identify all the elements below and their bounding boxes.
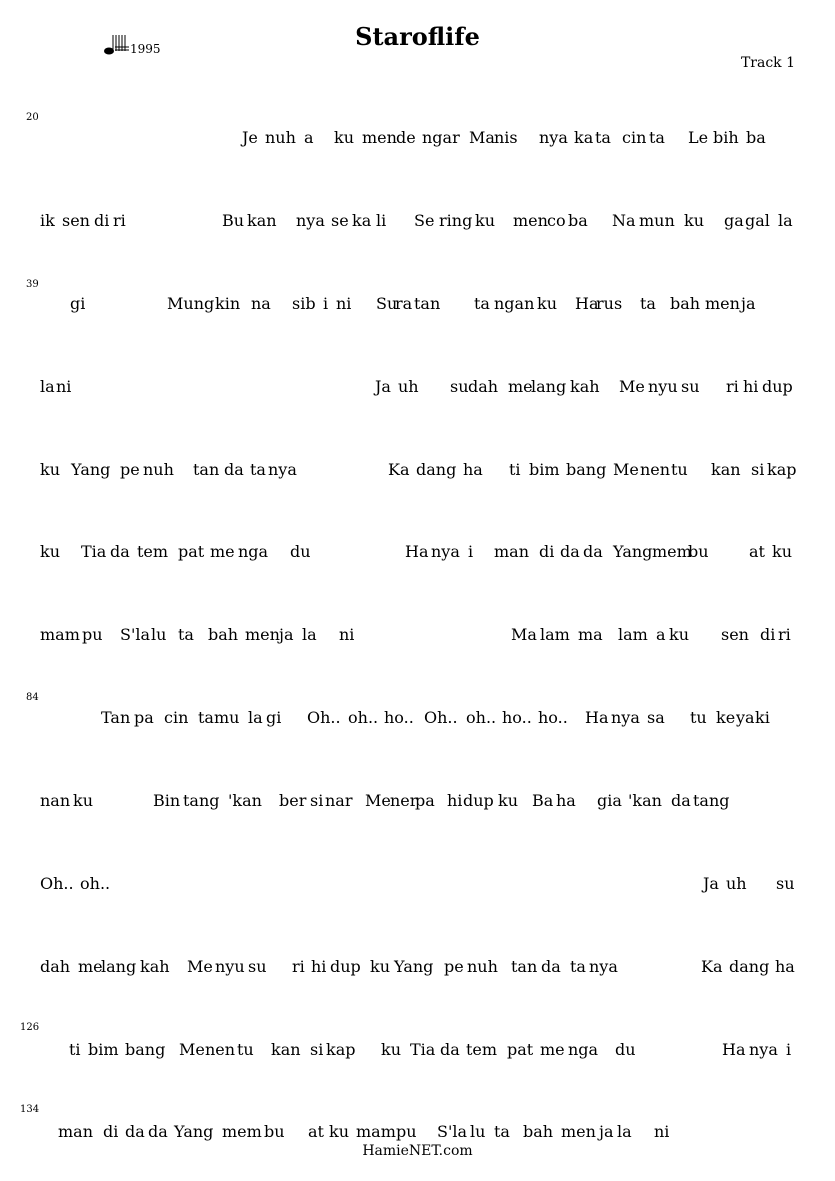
lyric-syllable: ku bbox=[381, 1040, 401, 1059]
lyric-syllable: bah bbox=[208, 625, 239, 644]
lyric-syllable: ni bbox=[56, 377, 72, 396]
lyric-syllable: nya bbox=[431, 542, 460, 561]
lyric-syllable: ku bbox=[772, 542, 792, 561]
lyric-syllable: sen bbox=[62, 211, 90, 230]
lyric-syllable: du bbox=[290, 542, 311, 561]
lyric-syllable: me bbox=[508, 377, 533, 396]
lyric-syllable: ku bbox=[475, 211, 495, 230]
lyric-syllable: Mung bbox=[167, 294, 215, 313]
lyric-syllable: kah bbox=[140, 957, 170, 976]
track-label: Track 1 bbox=[740, 55, 795, 71]
measure-number: 126 bbox=[20, 1022, 40, 1033]
lyric-syllable: ka bbox=[352, 211, 372, 230]
lyric-line bbox=[0, 1122, 835, 1142]
lyric-syllable: nya bbox=[268, 460, 297, 479]
lyric-syllable: S'la bbox=[437, 1122, 468, 1141]
lyric-syllable: Na bbox=[612, 211, 636, 230]
lyric-syllable: sib bbox=[292, 294, 316, 313]
lyric-line bbox=[0, 957, 835, 977]
lyric-syllable: ja bbox=[279, 625, 294, 644]
lyric-syllable: su bbox=[776, 874, 795, 893]
lyric-syllable: ta bbox=[474, 294, 490, 313]
lyric-syllable: mem bbox=[652, 542, 692, 561]
lyric-syllable: Le bbox=[688, 128, 709, 147]
lyric-syllable: Se bbox=[414, 211, 435, 230]
lyric-syllable: men bbox=[561, 1122, 596, 1141]
lyric-syllable: dang bbox=[416, 460, 457, 479]
lyric-syllable: pa bbox=[415, 791, 435, 810]
lyric-line bbox=[0, 128, 835, 148]
lyric-syllable: mam bbox=[40, 625, 80, 644]
lyric-syllable: da bbox=[125, 1122, 145, 1141]
lyric-line bbox=[0, 874, 835, 894]
lyric-syllable: da bbox=[148, 1122, 168, 1141]
lyric-syllable: da bbox=[224, 460, 244, 479]
lyric-syllable: Ja bbox=[375, 377, 391, 396]
lyric-syllable: oh.. bbox=[466, 708, 497, 727]
lyric-syllable: ku bbox=[370, 957, 390, 976]
lyric-syllable: nuh bbox=[467, 957, 498, 976]
lyric-syllable: sa bbox=[647, 708, 665, 727]
lyric-syllable: di bbox=[94, 211, 110, 230]
lyric-syllable: ri bbox=[292, 957, 305, 976]
lyric-syllable: a bbox=[304, 128, 314, 147]
lyric-syllable: gal bbox=[745, 211, 770, 230]
lyric-syllable: gi bbox=[70, 294, 86, 313]
lyric-syllable: ta bbox=[178, 625, 194, 644]
lyric-syllable: ya bbox=[736, 708, 755, 727]
lyric-syllable: Ha bbox=[575, 294, 599, 313]
lyric-syllable: Oh.. bbox=[40, 874, 74, 893]
lyric-syllable: nya bbox=[749, 1040, 778, 1059]
lyric-syllable: lang bbox=[101, 957, 137, 976]
lyric-syllable: men bbox=[245, 625, 280, 644]
lyric-syllable: dup bbox=[762, 377, 793, 396]
song-title: Staroflife bbox=[355, 22, 480, 51]
lyric-syllable: lam bbox=[540, 625, 570, 644]
lyric-syllable: ga bbox=[724, 211, 744, 230]
lyric-syllable: ke bbox=[716, 708, 736, 727]
lyric-syllable: ku bbox=[73, 791, 93, 810]
lyric-syllable: ku bbox=[334, 128, 354, 147]
lyric-syllable: da bbox=[583, 542, 603, 561]
lyric-line bbox=[0, 625, 835, 645]
lyric-syllable: men bbox=[513, 211, 548, 230]
lyric-syllable: Yang bbox=[394, 957, 434, 976]
lyric-syllable: ku bbox=[40, 460, 60, 479]
lyric-syllable: tu bbox=[237, 1040, 254, 1059]
lyric-syllable: nuh bbox=[265, 128, 296, 147]
measure-number: 39 bbox=[26, 279, 39, 290]
lyric-syllable: ner bbox=[390, 791, 418, 810]
lyric-syllable: ngar bbox=[422, 128, 460, 147]
lyric-syllable: uh bbox=[726, 874, 747, 893]
lyric-syllable: ku bbox=[669, 625, 689, 644]
lyric-syllable: da bbox=[440, 1040, 460, 1059]
lyric-syllable: i bbox=[323, 294, 329, 313]
lyric-syllable: bu bbox=[264, 1122, 285, 1141]
lyric-syllable: ni bbox=[339, 625, 355, 644]
lyric-syllable: lang bbox=[531, 377, 567, 396]
lyric-syllable: mam bbox=[356, 1122, 396, 1141]
lyric-syllable: bim bbox=[529, 460, 560, 479]
lyric-syllable: tang bbox=[693, 791, 730, 810]
lyric-syllable: cin bbox=[164, 708, 189, 727]
lyric-syllable: nyu bbox=[215, 957, 245, 976]
lyric-syllable: S'la bbox=[120, 625, 151, 644]
lyric-syllable: la bbox=[40, 377, 55, 396]
lyric-syllable: ri bbox=[778, 625, 791, 644]
lyric-syllable: a bbox=[656, 625, 666, 644]
lyric-line bbox=[0, 460, 835, 480]
lyric-syllable: su bbox=[248, 957, 267, 976]
lyric-syllable: ka bbox=[574, 128, 594, 147]
lyric-syllable: Me bbox=[613, 460, 639, 479]
lyric-syllable: Ha bbox=[722, 1040, 746, 1059]
lyric-syllable: Ka bbox=[388, 460, 410, 479]
lyric-syllable: Me bbox=[179, 1040, 205, 1059]
lyric-syllable: Ba bbox=[532, 791, 554, 810]
lyric-syllable: co bbox=[547, 211, 566, 230]
lyric-syllable: Tia bbox=[81, 542, 107, 561]
lyric-syllable: Me bbox=[187, 957, 213, 976]
lyric-syllable: lu bbox=[470, 1122, 486, 1141]
lyric-syllable: nen bbox=[205, 1040, 236, 1059]
lyric-syllable: ku bbox=[329, 1122, 349, 1141]
lyric-syllable: ku bbox=[684, 211, 704, 230]
lyric-syllable: man bbox=[494, 542, 530, 561]
lyric-syllable: ring bbox=[439, 211, 473, 230]
lyric-syllable: me bbox=[540, 1040, 565, 1059]
lyric-syllable: Je bbox=[242, 128, 258, 147]
lyric-syllable: ta bbox=[494, 1122, 510, 1141]
lyric-syllable: mem bbox=[222, 1122, 262, 1141]
lyric-syllable: nyu bbox=[648, 377, 678, 396]
lyric-syllable: da bbox=[671, 791, 691, 810]
lyric-syllable: pe bbox=[444, 957, 464, 976]
lyric-syllable: Ha bbox=[405, 542, 429, 561]
lyric-syllable: di bbox=[103, 1122, 119, 1141]
lyric-syllable: ha bbox=[463, 460, 483, 479]
lyric-syllable: gia bbox=[597, 791, 622, 810]
lyric-syllable: Yang bbox=[613, 542, 653, 561]
lyric-syllable: ta bbox=[570, 957, 586, 976]
lyric-syllable: Tan bbox=[101, 708, 131, 727]
lyric-syllable: de bbox=[396, 128, 416, 147]
lyric-syllable: da bbox=[541, 957, 561, 976]
lyric-syllable: man bbox=[58, 1122, 94, 1141]
lyric-line bbox=[0, 377, 835, 397]
lyric-syllable: bang bbox=[566, 460, 607, 479]
lyric-syllable: hi bbox=[311, 957, 327, 976]
lyric-syllable: da bbox=[110, 542, 130, 561]
lyric-syllable: mu bbox=[214, 708, 240, 727]
lyric-syllable: ri bbox=[113, 211, 126, 230]
lyric-syllable: Bu bbox=[222, 211, 245, 230]
lyric-syllable: pa bbox=[134, 708, 154, 727]
lyric-syllable: nis bbox=[494, 128, 518, 147]
lyric-syllable: su bbox=[450, 377, 469, 396]
lyric-syllable: i bbox=[468, 542, 474, 561]
lyric-syllable: pe bbox=[120, 460, 140, 479]
lyric-syllable: tem bbox=[137, 542, 169, 561]
footer-credit: HamieNET.com bbox=[362, 1143, 473, 1159]
lyric-syllable: tu bbox=[690, 708, 707, 727]
lyric-syllable: la bbox=[617, 1122, 632, 1141]
lyric-syllable: bih bbox=[713, 128, 739, 147]
lyric-syllable: pu bbox=[396, 1122, 417, 1141]
lyric-syllable: nan bbox=[40, 791, 71, 810]
lyric-syllable: me bbox=[78, 957, 103, 976]
lyric-syllable: men bbox=[362, 128, 397, 147]
lyric-syllable: pat bbox=[178, 542, 205, 561]
measure-number: 134 bbox=[20, 1104, 40, 1115]
lyric-syllable: nya bbox=[589, 957, 618, 976]
lyric-syllable: rus bbox=[596, 294, 623, 313]
lyric-syllable: uh bbox=[398, 377, 419, 396]
lyric-syllable: ta bbox=[640, 294, 656, 313]
lyric-syllable: 'kan bbox=[628, 791, 662, 810]
lyric-syllable: tang bbox=[183, 791, 220, 810]
lyric-syllable: ni bbox=[654, 1122, 670, 1141]
lyric-syllable: Ka bbox=[701, 957, 723, 976]
lyric-syllable: ta bbox=[250, 460, 266, 479]
measure-number: 84 bbox=[26, 692, 39, 703]
lyric-syllable: di bbox=[760, 625, 776, 644]
lyric-syllable: bah bbox=[670, 294, 701, 313]
lyric-syllable: Oh.. bbox=[307, 708, 341, 727]
lyric-syllable: bu bbox=[688, 542, 709, 561]
lyric-syllable: kah bbox=[570, 377, 600, 396]
lyric-syllable: kin bbox=[215, 294, 241, 313]
lyric-syllable: mun bbox=[639, 211, 675, 230]
lyric-syllable: kap bbox=[326, 1040, 356, 1059]
lyric-syllable: la bbox=[248, 708, 263, 727]
lyric-syllable: ba bbox=[568, 211, 588, 230]
lyric-syllable: bang bbox=[125, 1040, 166, 1059]
lyric-line bbox=[0, 1040, 835, 1060]
lyric-syllable: Ha bbox=[585, 708, 609, 727]
lyric-syllable: bah bbox=[523, 1122, 554, 1141]
lyric-syllable: tem bbox=[466, 1040, 498, 1059]
lyric-syllable: pu bbox=[82, 625, 103, 644]
lyric-syllable: Oh.. bbox=[424, 708, 458, 727]
measure-number: 20 bbox=[26, 112, 39, 123]
lyric-syllable: tan bbox=[511, 957, 538, 976]
lyric-syllable: Me bbox=[619, 377, 645, 396]
lyric-syllable: si bbox=[310, 1040, 324, 1059]
lyric-syllable: bim bbox=[88, 1040, 119, 1059]
lyric-line bbox=[0, 708, 835, 728]
lyric-syllable: ik bbox=[40, 211, 55, 230]
lyric-syllable: i bbox=[786, 1040, 792, 1059]
lyric-syllable: ni bbox=[336, 294, 352, 313]
lyric-syllable: ta bbox=[649, 128, 665, 147]
lyric-syllable: at bbox=[749, 542, 765, 561]
lyric-syllable: nya bbox=[539, 128, 568, 147]
lyric-syllable: Tia bbox=[410, 1040, 436, 1059]
lyric-syllable: si bbox=[310, 791, 324, 810]
svg-text:1995: 1995 bbox=[130, 42, 161, 56]
lyric-syllable: ja bbox=[599, 1122, 614, 1141]
lyric-syllable: se bbox=[331, 211, 349, 230]
lyric-syllable: oh.. bbox=[80, 874, 111, 893]
lyric-syllable: su bbox=[681, 377, 700, 396]
lyric-syllable: ku bbox=[537, 294, 557, 313]
lyric-syllable: nga bbox=[568, 1040, 599, 1059]
lyric-syllable: cin bbox=[622, 128, 647, 147]
lyric-syllable: nen bbox=[640, 460, 671, 479]
lyric-syllable: 'kan bbox=[228, 791, 262, 810]
lyric-syllable: gi bbox=[266, 708, 282, 727]
lyric-syllable: nya bbox=[611, 708, 640, 727]
lyric-syllable: ber bbox=[279, 791, 307, 810]
lyric-syllable: ha bbox=[775, 957, 795, 976]
lyric-syllable: tan bbox=[414, 294, 441, 313]
lyric-syllable: dang bbox=[729, 957, 770, 976]
lyric-syllable: nga bbox=[238, 542, 269, 561]
lyric-syllable: at bbox=[308, 1122, 324, 1141]
lyric-syllable: Ja bbox=[703, 874, 719, 893]
lyric-line bbox=[0, 211, 835, 231]
lyric-syllable: ti bbox=[509, 460, 521, 479]
lyric-syllable: Yang bbox=[174, 1122, 214, 1141]
lyric-syllable: kan bbox=[711, 460, 741, 479]
lyric-syllable: Su bbox=[376, 294, 398, 313]
lyric-syllable: pat bbox=[507, 1040, 534, 1059]
lyric-syllable: ta bbox=[595, 128, 611, 147]
lyric-line bbox=[0, 542, 835, 562]
lyric-syllable: tu bbox=[671, 460, 688, 479]
lyric-syllable: kan bbox=[247, 211, 277, 230]
lyric-syllable: oh.. bbox=[348, 708, 379, 727]
lyric-syllable: Yang bbox=[71, 460, 111, 479]
lyric-syllable: nar bbox=[325, 791, 353, 810]
lyric-syllable: me bbox=[210, 542, 235, 561]
lyric-syllable: ki bbox=[755, 708, 770, 727]
lyric-syllable: Ma bbox=[469, 128, 495, 147]
lyric-syllable: di bbox=[539, 542, 555, 561]
lyric-syllable: ku bbox=[40, 542, 60, 561]
tempo-marking-icon bbox=[103, 33, 173, 57]
lyric-syllable: Me bbox=[365, 791, 391, 810]
lyric-syllable: dup bbox=[330, 957, 361, 976]
lyric-line bbox=[0, 294, 835, 314]
lyric-syllable: tan bbox=[193, 460, 220, 479]
lyric-syllable: nya bbox=[296, 211, 325, 230]
lyric-syllable: ri bbox=[726, 377, 739, 396]
lyric-syllable: hi bbox=[743, 377, 759, 396]
lyric-syllable: ma bbox=[578, 625, 603, 644]
lyric-syllable: dup bbox=[463, 791, 494, 810]
lyric-syllable: Bin bbox=[153, 791, 181, 810]
lyric-syllable: ja bbox=[741, 294, 756, 313]
lyric-syllable: hi bbox=[447, 791, 463, 810]
lyric-syllable: men bbox=[705, 294, 740, 313]
lyric-syllable: ha bbox=[556, 791, 576, 810]
lyric-syllable: la bbox=[778, 211, 793, 230]
lyric-syllable: Ma bbox=[511, 625, 537, 644]
lyric-syllable: sen bbox=[721, 625, 749, 644]
lyric-syllable: ku bbox=[498, 791, 518, 810]
lyric-syllable: ba bbox=[746, 128, 766, 147]
lyric-syllable: ta bbox=[198, 708, 214, 727]
lyric-line bbox=[0, 791, 835, 811]
lyric-syllable: lam bbox=[618, 625, 648, 644]
lyric-syllable: ti bbox=[69, 1040, 81, 1059]
lyric-syllable: ra bbox=[395, 294, 413, 313]
lyric-syllable: si bbox=[751, 460, 765, 479]
lyric-syllable: da bbox=[560, 542, 580, 561]
lyric-syllable: du bbox=[615, 1040, 636, 1059]
lyric-syllable: kap bbox=[767, 460, 797, 479]
lyric-syllable: ho.. bbox=[502, 708, 532, 727]
lyric-syllable: kan bbox=[271, 1040, 301, 1059]
lyric-syllable: nuh bbox=[143, 460, 174, 479]
lyric-syllable: lu bbox=[151, 625, 167, 644]
lyric-syllable: dah bbox=[40, 957, 71, 976]
lyric-syllable: li bbox=[376, 211, 387, 230]
lyric-syllable: ho.. bbox=[384, 708, 414, 727]
lyric-syllable: dah bbox=[468, 377, 499, 396]
lyric-syllable: ho.. bbox=[538, 708, 568, 727]
lyric-syllable: ngan bbox=[494, 294, 535, 313]
lyric-syllable: na bbox=[251, 294, 271, 313]
lyric-syllable: la bbox=[302, 625, 317, 644]
